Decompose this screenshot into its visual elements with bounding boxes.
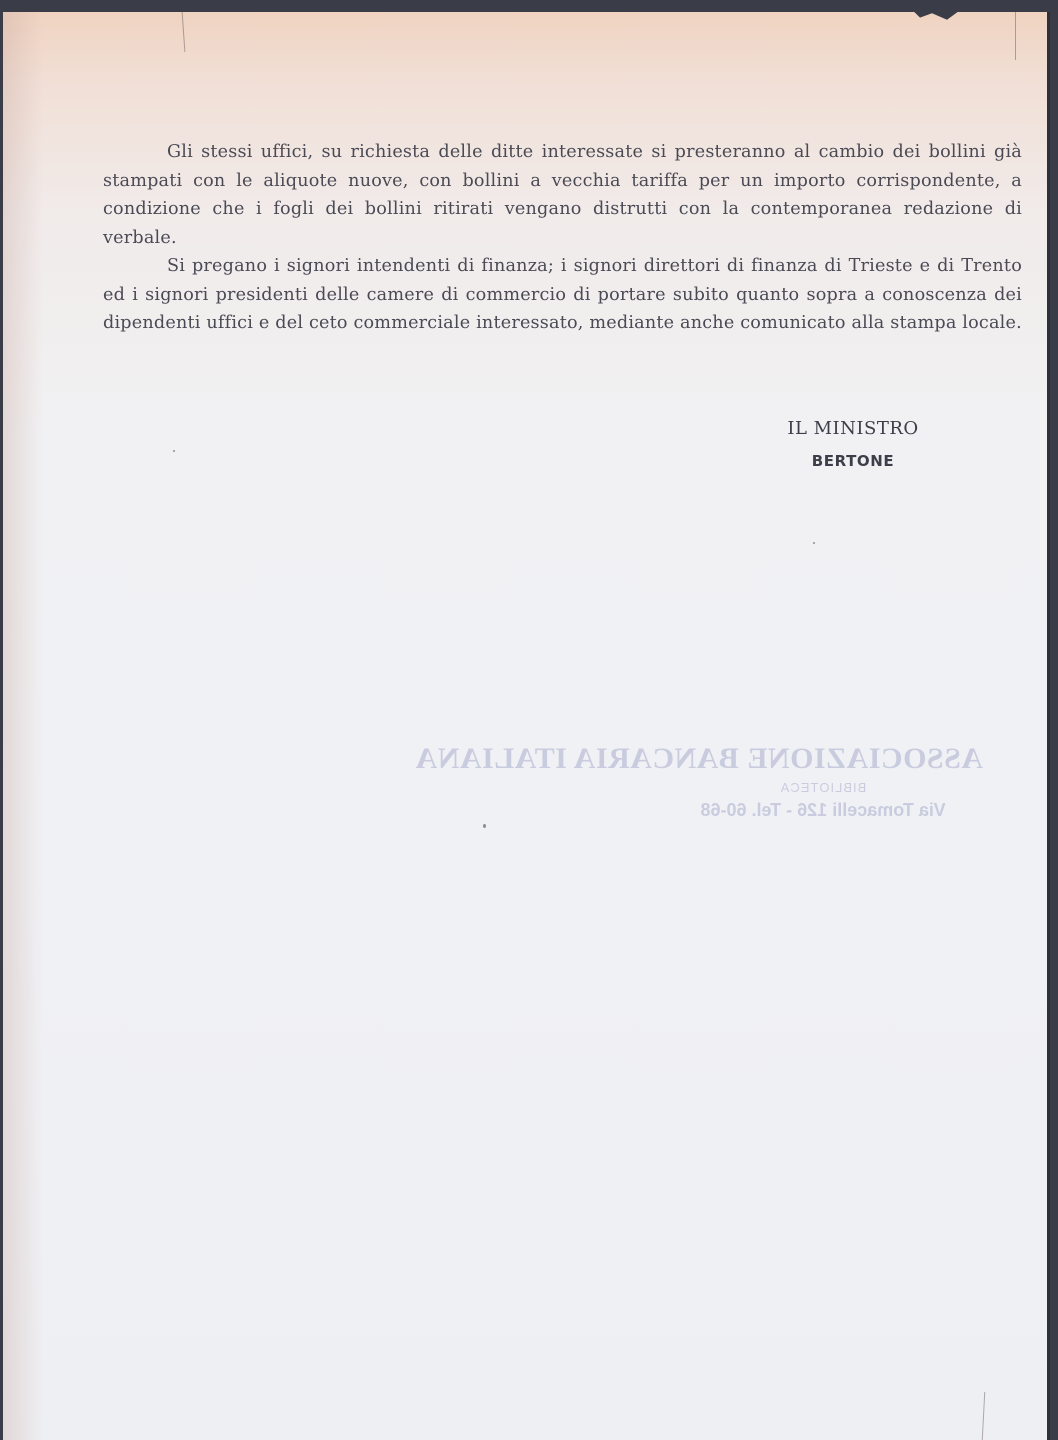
paragraph-2: Si pregano i signori intendenti di finanza; i signori direttori di finanza di Trieste e di Trento ed i signori presidenti delle camere di commercio di portare subito quanto sopra a conoscenza dei dipendenti uffici e del ceto commerciale interessato, mediante anche comunicato alla stampa locale. xyxy=(103,256,1022,333)
paper-speck xyxy=(813,542,815,544)
paper-speck xyxy=(173,450,175,452)
stamp-line-2: BIBLIOTECA xyxy=(779,780,867,795)
left-crease xyxy=(182,12,186,52)
bottom-right-crease xyxy=(982,1392,986,1440)
right-crease xyxy=(1015,12,1016,60)
signature-title: IL MINISTRO xyxy=(787,418,919,439)
stamp-show-through xyxy=(415,740,983,840)
letter-body xyxy=(103,138,1022,338)
signature-block xyxy=(743,412,963,474)
signature-name: BERTONE xyxy=(811,452,895,470)
stamp-line-3: Via Tomacelli 126 - Tel. 60-68 xyxy=(700,800,946,820)
paper-speck xyxy=(483,824,486,828)
paper-sheet xyxy=(3,12,1050,1440)
paragraph-1: Gli stessi uffici, su richiesta delle ditte interessate si presteranno al cambio dei bollini già stampati con le aliquote nuove, con bollini a vecchia tariffa per un importo corrispondente, a condizione che i fogli dei bollini ritirati vengano distrutti con la contemporanea redazione di verbale. xyxy=(103,142,1022,248)
stamp-line-1: ASSOCIAZIONE BANCARIA ITALIANA xyxy=(415,742,983,775)
